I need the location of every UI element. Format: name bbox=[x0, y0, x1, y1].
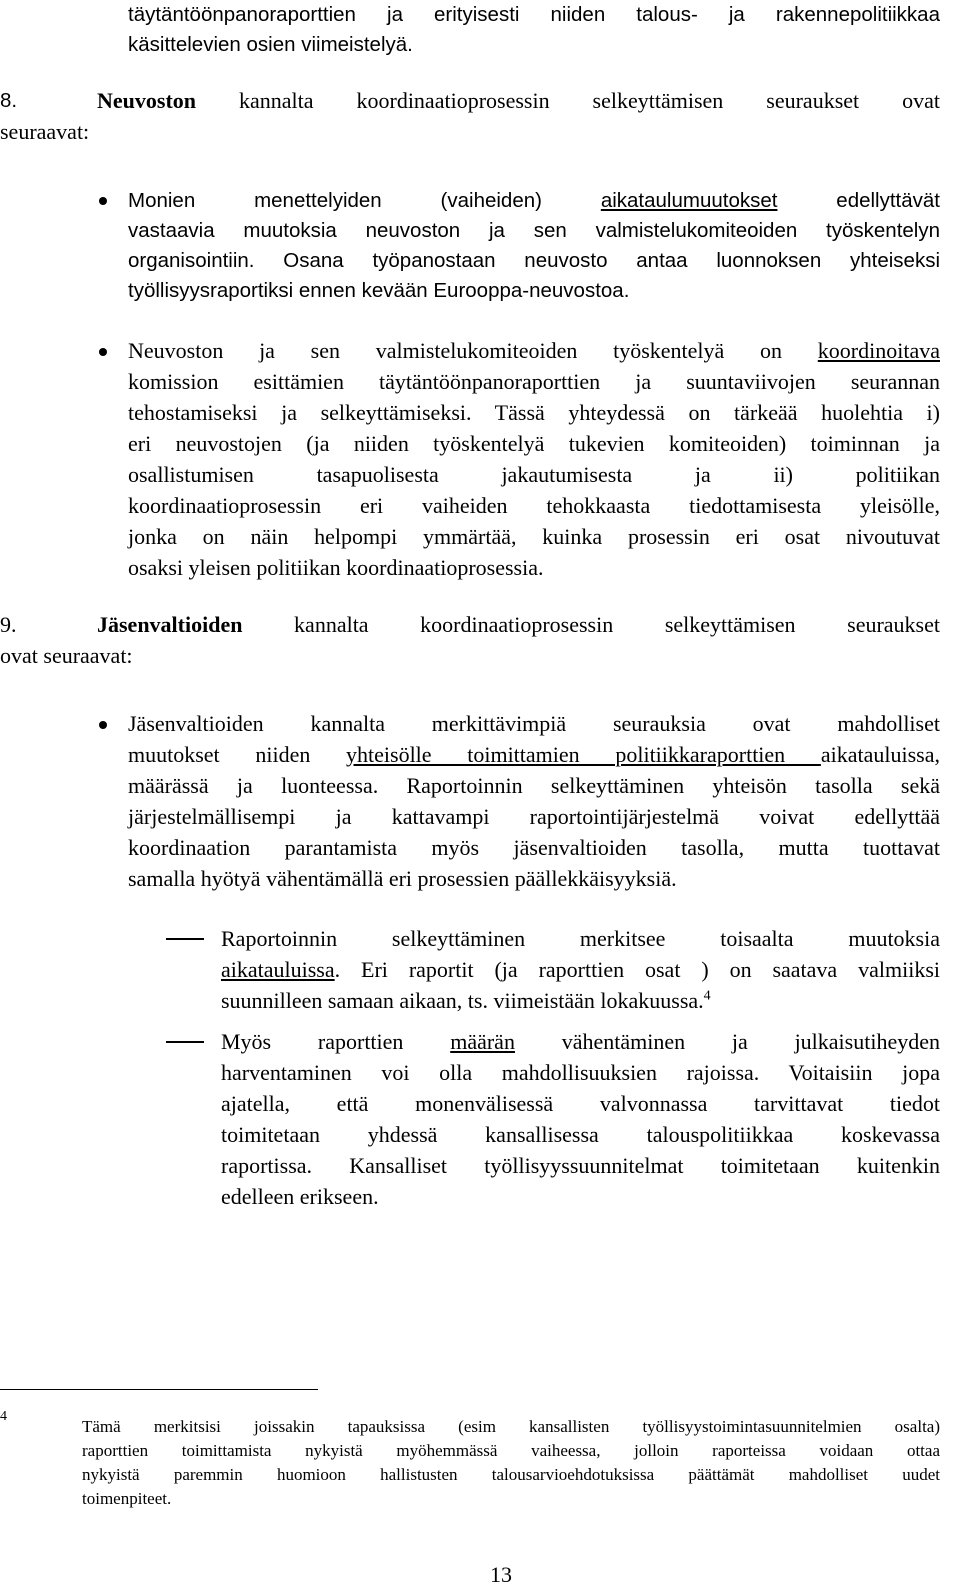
bullet-text-line: samalla hyötyä vähentämällä eri prosessien päällekkäisyyksiä. bbox=[128, 866, 677, 891]
bullet-text-line: koordinaation parantamista myös jäsenvaltioiden tasolla, mutta tuottavat bbox=[128, 835, 940, 860]
bullet-text-line: jonka on näin helpompi ymmärtää, kuinka prosessin eri osat nivoutuvat bbox=[128, 524, 940, 549]
dash-text-line: raportissa. Kansalliset työllisyyssuunnitelmat toimitetaan kuitenkin bbox=[221, 1153, 940, 1178]
dash-text-line: edelleen erikseen. bbox=[221, 1184, 379, 1209]
bullet-text-line: osaksi yleisen politiikan koordinaatioprosessia. bbox=[128, 555, 544, 580]
bullet-text-line: Jäsenvaltioiden kannalta merkittävimpiä seurauksia ovat mahdolliset bbox=[128, 711, 940, 736]
page-number: 13 bbox=[490, 1562, 512, 1587]
dash-text-line: Myös raporttien määrän vähentäminen ja julkaisutiheyden bbox=[221, 1029, 940, 1054]
bullet-icon bbox=[99, 721, 107, 729]
footnote-line: toimenpiteet. bbox=[82, 1489, 172, 1508]
section-heading-line: seuraavat: bbox=[0, 119, 90, 144]
dash-text-line: ajatella, että monenvälisessä valvonnassa tarvittavat tiedot bbox=[221, 1091, 940, 1116]
section-heading-line: ovat seuraavat: bbox=[0, 643, 133, 668]
bullet-text-line: määrässä ja luonteessa. Raportoinnin selkeyttäminen yhteisön tasolla sekä bbox=[128, 773, 940, 798]
bullet-text-line: muutokset niiden yhteisölle toimittamien politiikkaraporttien aikatauluissa, bbox=[128, 742, 941, 767]
bullet-text-line: komission esittämien täytäntöönpanoraporttien ja suuntaviivojen seurannan bbox=[128, 369, 940, 394]
bullet-text-line: vastaavia muutoksia neuvoston ja sen valmistelukomiteoiden työskentelyn bbox=[128, 219, 940, 242]
bullet-text-line: Neuvoston ja sen valmistelukomiteoiden työskentelyä on koordinoitava bbox=[128, 338, 940, 363]
heading-bold: Jäsenvaltioiden bbox=[97, 612, 243, 637]
dash-text-line: suunnilleen samaan aikaan, ts. viimeistään lokakuussa.$^4$ bbox=[221, 988, 711, 1013]
footnote-ref[interactable]: 4 bbox=[703, 988, 711, 1004]
footnote-line: raporttien toimittamista nykyistä myöhemmässä vaiheessa, jolloin raporteissa voidaan ottaa bbox=[82, 1441, 940, 1460]
heading-bold: Neuvoston bbox=[97, 88, 197, 113]
footnote-mark: 4 bbox=[0, 1409, 7, 1424]
dash-bullet-icon bbox=[166, 1041, 204, 1043]
dash-text-line: harventaminen voi olla mahdollisuuksien rajoissa. Voitaisiin jopa bbox=[221, 1060, 940, 1085]
footnote-separator bbox=[0, 1389, 318, 1390]
section-heading: Neuvoston kannalta koordinaatioprosessin selkeyttämisen seuraukset ovat bbox=[97, 88, 940, 113]
dash-bullet-icon bbox=[166, 938, 204, 940]
bullet-icon bbox=[99, 348, 107, 356]
bullet-text-line: tehostamiseksi ja selkeyttämiseksi. Tässä yhteydessä on tärkeää huolehtia i) bbox=[128, 400, 940, 425]
intro-line: täytäntöönpanoraporttien ja erityisesti niiden talous- ja rakennepolitiikkaa bbox=[128, 3, 940, 26]
bullet-text-line: organisointiin. Osana työpanostaan neuvosto antaa luonnoksen yhteiseksi bbox=[128, 249, 940, 272]
section-heading: Jäsenvaltioiden kannalta koordinaatioprosessin selkeyttämisen seuraukset bbox=[97, 612, 940, 637]
dash-text-line: toimitetaan yhdessä kansallisessa talouspolitiikkaa koskevassa bbox=[221, 1122, 940, 1147]
dash-text-line: aikatauluissa. Eri raportit (ja raporttien osat ) on saatava valmiiksi bbox=[221, 957, 940, 982]
bullet-text-line: koordinaatioprosessin eri vaiheiden tehokkaasta tiedottamisesta yleisölle, bbox=[128, 493, 940, 518]
section-number: 9. bbox=[0, 612, 17, 637]
section-number: 8. bbox=[0, 89, 18, 112]
footnote-line: Tämä merkitsisi joissakin tapauksissa (esim kansallisten työllisyystoimintasuunnitelmien osalta) bbox=[82, 1417, 940, 1436]
footnote-line: nykyistä paremmin huomioon hallistusten talousarvioehdotuksissa päättämät mahdolliset uudet bbox=[82, 1465, 940, 1484]
bullet-text-line: järjestelmällisempi ja kattavampi raportointijärjestelmä voivat edellyttää bbox=[128, 804, 940, 829]
bullet-icon bbox=[99, 197, 107, 205]
bullet-text-line: eri neuvostojen (ja niiden työskentelyä tukevien komiteoiden) toiminnan ja bbox=[128, 431, 940, 456]
bullet-text-line: Monien menettelyiden (vaiheiden) aikataulumuutokset edellyttävät bbox=[128, 189, 940, 212]
bullet-text-line: osallistumisen tasapuolisesta jakautumisesta ja ii) politiikan bbox=[128, 462, 940, 487]
intro-line: käsittelevien osien viimeistelyä. bbox=[128, 33, 413, 56]
bullet-text-line: työllisyysraportiksi ennen kevään Eurooppa-neuvostoa. bbox=[128, 279, 630, 302]
dash-text-line: Raportoinnin selkeyttäminen merkitsee toisaalta muutoksia bbox=[221, 926, 940, 951]
